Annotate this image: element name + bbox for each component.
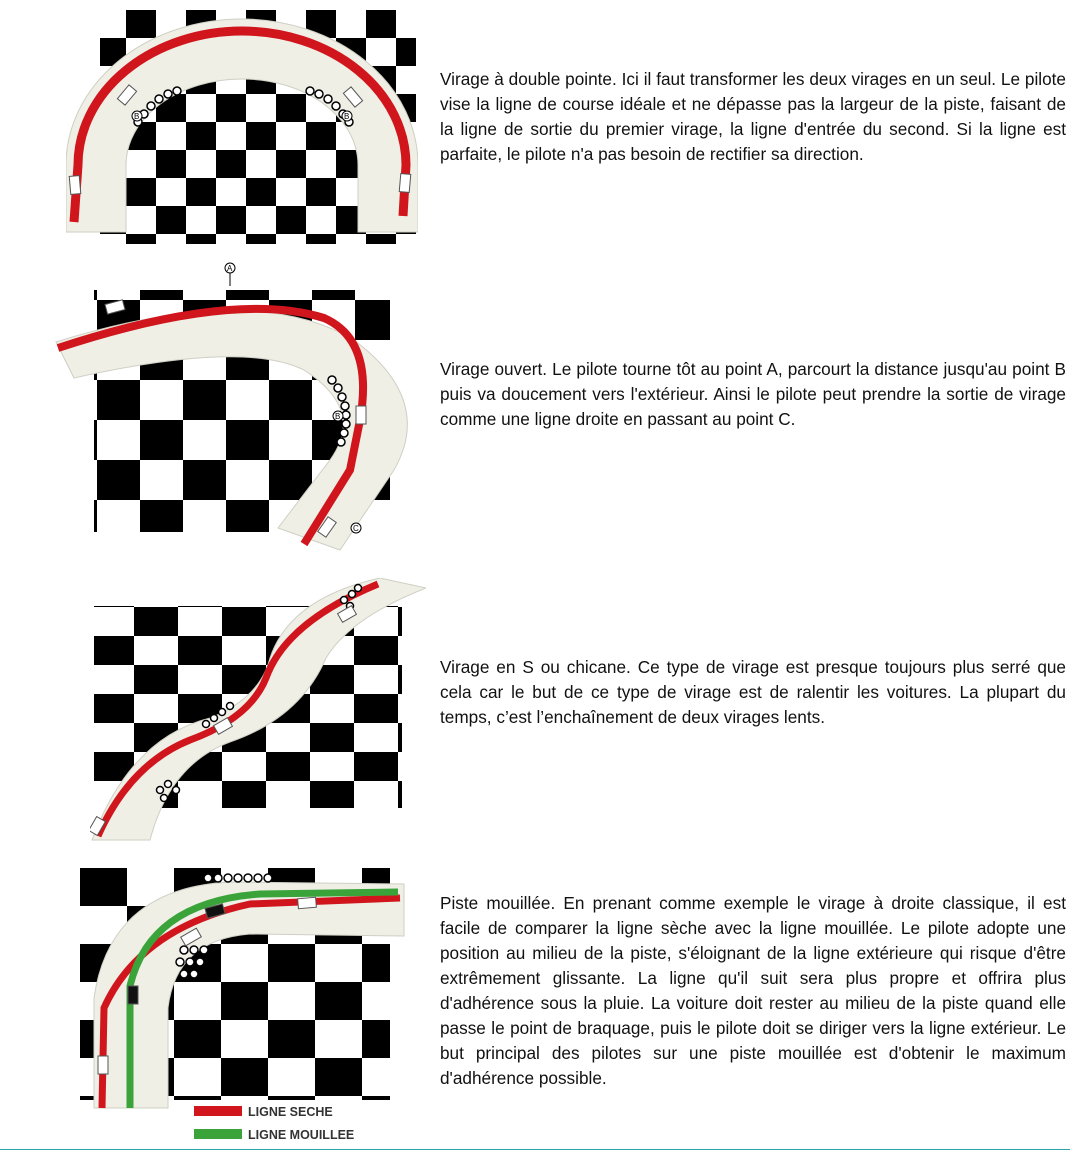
section-1-text: Virage à double pointe. Ici il faut transformer les deux virages en un seul. Le pilote vise la ligne de course idéale et ne dépasse pas la largeur de la piste, faisant de la ligne de sortie du premier virage, la ligne d'entrée du second. Si la ligne est parfaite, le pilote n'a pas besoin de rectifier sa direction. [440, 69, 1066, 164]
legend-wet-swatch [194, 1129, 242, 1139]
figure-double-apex [66, 10, 418, 244]
figure-chicane [90, 578, 426, 848]
legend [194, 1105, 354, 1142]
figure-wet-track [80, 868, 410, 1148]
bottom-rule [0, 1149, 1070, 1150]
legend-dry-swatch [194, 1106, 242, 1116]
point-c-label: C [353, 524, 359, 533]
point-b-label-left: B [134, 112, 140, 121]
legend-dry-label: LIGNE SECHE [248, 1105, 333, 1119]
section-4-text: Piste mouillée. En prenant comme exemple le virage à droite classique, il est facile de comparer la ligne sèche avec la ligne mouillée. Le pilote adopte une position au milieu de la piste, s'éloignant de la ligne extérieure qui risque d'être extrêmement glissante. La ligne qu'il suit sera plus propre et offrira plus d'adhérence sous la pluie. La voiture doit rester au milieu de la piste quand elle passe le point de braquage, puis le pilote doit se diriger vers la ligne extérieur. Le but principal des pilotes sur une piste mouillée est d'obtenir le maximum d'adhérence possible. [440, 893, 1066, 1088]
point-a-label: A [227, 264, 233, 273]
point-b-label-right: B [344, 112, 350, 121]
section-3-text: Virage en S ou chicane. Ce type de virage est presque toujours plus serré que cela car le but de ce type de virage est de ralentir les voitures. La plupart du temps, c’est l’enchaînement de deux virages lents. [440, 657, 1066, 727]
point-b-label: B [335, 412, 341, 421]
section-2-text: Virage ouvert. Le pilote tourne tôt au point A, parcourt la distance jusqu'au point B puis va doucement vers l'extérieur. Ainsi le pilote peut prendre la sortie de virage comme une ligne droite en passant au point C. [440, 359, 1066, 429]
legend-wet-label: LIGNE MOUILLEE [248, 1128, 355, 1142]
figure-open-corner [54, 260, 424, 562]
